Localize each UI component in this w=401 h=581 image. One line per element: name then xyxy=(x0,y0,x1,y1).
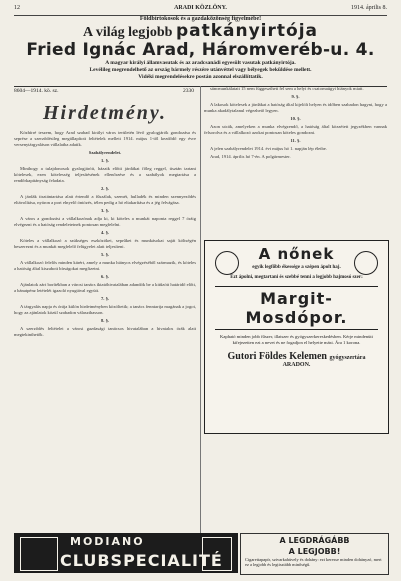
section-heading: Szabályrendelet. xyxy=(88,150,122,155)
notice-num: 2330 xyxy=(183,88,194,94)
modiano-name: MODIANO xyxy=(70,535,145,548)
legjobb-h1: A LEGDRÁGÁBB xyxy=(279,536,350,545)
cigarette-pack-icon xyxy=(20,537,58,571)
rat-poison-ad xyxy=(14,16,387,86)
ad-notice: Földbirtokosok és a gazdaközönség figyelmébe! xyxy=(139,16,262,22)
paragraph: A vállalkozó felelős minden kárért, amely a munka hiányos elvégzéséből származik, és köteles a hatóság által kiszabott bírságokat megfizetni. xyxy=(14,260,196,271)
hair-powder-ad xyxy=(204,240,389,434)
ad-line-1: A magyar királyi államvasutak és az aradcsanádi egyesült vasutak patkányirtója. xyxy=(105,60,296,66)
column-divider xyxy=(200,86,201,566)
paragraph: Minthogy a tulajdonosok gyalogjáróit, házaik előtti járdákat főleg reggel, tisztán tartani kötelesek, ezen kötelesség teljesítésének ellenőrzése és a szabályok megtartása a rendőrkapitányság feladata. xyxy=(14,166,196,183)
ad-firm xyxy=(205,351,388,362)
legjobb-text: Cigarettapapír, szivarkahüvely és dohány: ezt keresse minden dohányzó, mert ez a legjobb és legtisztább minőségű. xyxy=(245,557,382,567)
decorative-circle-icon xyxy=(215,251,239,275)
right-column-text xyxy=(204,86,387,238)
ad-subtitle: egyik legfőbb ékessége a szépen ápolt haj. xyxy=(252,265,341,270)
modiano-ad xyxy=(14,533,238,573)
notice-ref: 8604—1914. kö. sz. xyxy=(14,88,59,94)
ad-headline-pre: A világ legjobb xyxy=(82,25,173,40)
section-number: 3. §. xyxy=(100,208,110,213)
ad-line-3: Vidéki megrendelésekre postán azonnal elszállíttatik. xyxy=(138,74,263,80)
notice-meta xyxy=(14,88,194,94)
section-number: 8. §. xyxy=(100,318,110,323)
page-header xyxy=(14,5,387,16)
hirdetmeny-title: Hirdetmény. xyxy=(42,102,168,124)
ad-town: ARADON. xyxy=(282,362,311,368)
club-specialite: CLUBSPECIALITÉ xyxy=(60,551,223,570)
section-number: 5. §. xyxy=(100,252,110,257)
ad-text-1: Ezt ápolni, megtartani és szebbé tenni a legjobb hajmosó szer: xyxy=(230,275,363,280)
section-number: 7. §. xyxy=(100,296,110,301)
ad-lines xyxy=(14,60,387,81)
signature: Arad, 1914. április hó 7-én. A polgármester. xyxy=(210,154,291,159)
section-number: 11. §. xyxy=(290,138,301,143)
paper-name: ARADI KÖZLÖNY. xyxy=(174,5,227,11)
paragraph: A járdák tisztántartása alatt értendő a fűszálak, szemét, hulladék és minden szennyeződés eltávolítása, nyáron a port elnyelő öntözés, télen pedig a hó eltakarítása és a jég felvágása. xyxy=(14,194,196,205)
paragraph: sáncmunkálatait 15 nem függesztheti fel sem a helyi és csatornaügyi hiányok miatt. xyxy=(210,86,364,91)
section-number: 10. §. xyxy=(290,116,301,121)
ad-line-2: Levélileg megrendelhető az ország bármely részére utánvéttel vagy bélyegek beküldése mellett. xyxy=(89,67,312,73)
section-number: 4. §. xyxy=(100,230,110,235)
legjobb-h2: A LEGJOBB! xyxy=(288,547,341,556)
page-number: 12 xyxy=(14,5,20,11)
section-number: 2. §. xyxy=(100,186,110,191)
ad-brand: Margit-Mosdópor. xyxy=(215,286,378,330)
issue-date: 1914. április 8. xyxy=(351,5,387,11)
ad-title: A nőnek xyxy=(258,245,335,263)
paragraph: Ajánlatok zárt borítékban a városi tanács iktatóhivatalában adandók be a kitűzött határidő előtt, a bánatpénz letételét igazoló nyugtával együtt. xyxy=(14,282,196,293)
paragraph: Közhírré teszem, hogy Arad szabad királyi város területén lévő gyalogjárók gondozása és seprése a szerződésileg megállapított feltételek mellett 1914. május 1-től kezdődő egy évre versenytárgyaláson vállalatba adatik. xyxy=(14,130,196,147)
cigarette-pack-icon xyxy=(202,537,232,571)
section-number: 9. §. xyxy=(291,94,300,99)
paragraph: A jelen szabályrendelet 1914. évi május hó 1. napján lép életbe. xyxy=(210,146,327,151)
section-number: 1. §. xyxy=(100,158,110,163)
paragraph: A tárgyalás napja és órája külön hirdetményben közöltetik; a tanács fenntartja magának a jogot, hogy az ajánlatok közül szabadon választhasson. xyxy=(14,304,196,315)
ad-firm-suffix: gyógyszertára xyxy=(329,355,366,361)
paragraph: A lakosok kötelesek a járdákat a hatóság által kijelölt helyen és időben szabadon hagyni, hogy a munka akadálytalanul végezhető legyen. xyxy=(204,102,387,113)
paragraph: A város a gondozást a vállalkozónak adja ki, ki köteles a munkát naponta reggel 7 óráig elvégezni és a hatóság rendeleteinek pontosan megfelelni. xyxy=(14,216,196,227)
legjobb-ad xyxy=(240,533,389,575)
paragraph: Köteles a vállalkozó a szükséges eszközöket, seprűket és munkásokat saját költségén beszerezni és a munkát megfelelő felügyelet alatt teljesíteni. xyxy=(14,238,196,249)
decorative-circle-icon xyxy=(354,251,378,275)
ad-headline-big: patkányirtója xyxy=(175,21,318,41)
ad-firm-name: Gutori Földes Kelemen xyxy=(227,351,327,362)
paragraph: Azon utcák, amelyeken a munka elvégzendő, a hatóság által közzétett jegyzékben vannak felsorolva és a vállalkozó azokat pontosan köteles gondozni. xyxy=(204,124,387,135)
hirdetmeny-column xyxy=(14,98,196,566)
ad-headline xyxy=(14,23,387,41)
section-number: 6. §. xyxy=(100,274,110,279)
paragraph: A szerződés feltételei a városi gazdasági tanácsos hivatalában a hivatalos órák alatt megtekinthetők. xyxy=(14,326,196,337)
ad-text-2: Kapható minden jobb fűszer, illatszer és gyógyszerkereskedésben. Kérje mindenütt kifejezetten ezt a nevet és ne fogadjon el helyette mást. Ára 1 korona. xyxy=(220,334,373,345)
ad-firm: Fried Ignác Arad, Háromveréb-u. 4. xyxy=(26,40,375,60)
